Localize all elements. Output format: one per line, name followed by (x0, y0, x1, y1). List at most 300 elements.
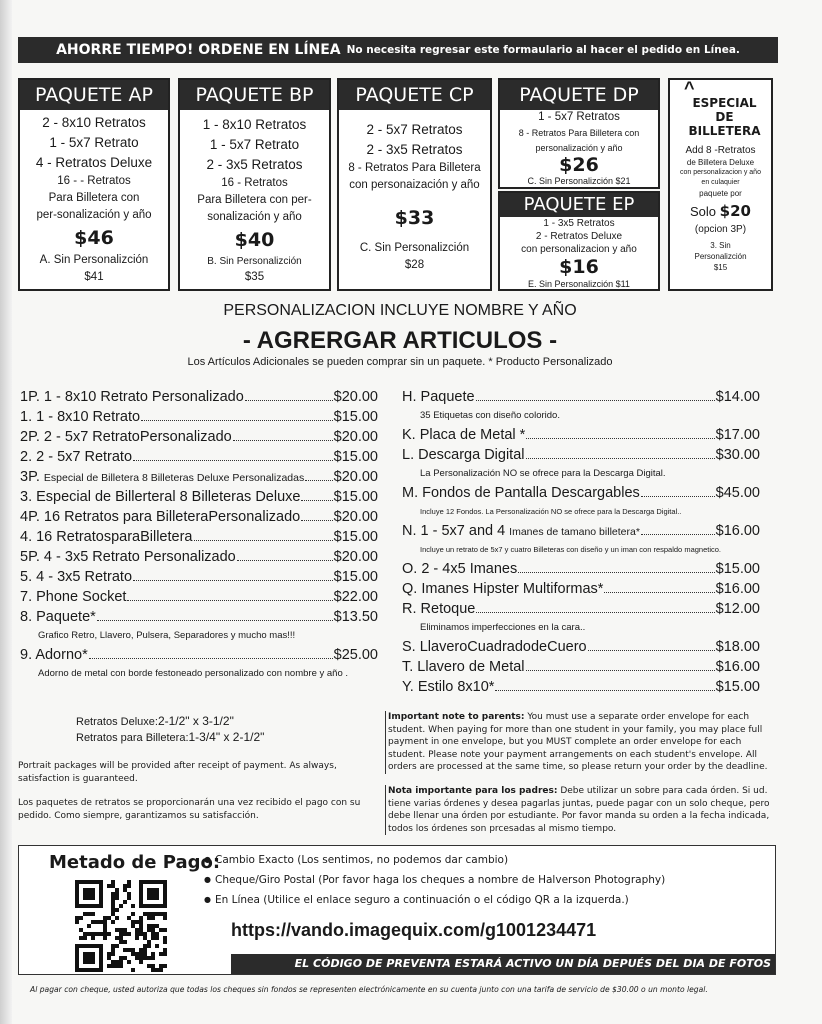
item-price: $15.00 (333, 529, 378, 545)
parents-note-en (385, 711, 780, 774)
banner-subtitle: No necesita regresar este formaulario al hacer el pedido en Línea. (346, 44, 740, 56)
item-note: La Personalización NO se ofrece para la Descarga Digital. (420, 468, 666, 479)
note-body: You must use a separate order envelope for each student. When paying for more than one student in your family, you may place full payment in one envelope, but you MUST complete an order envelope for each student. Please note your payment arrangements on each student's envelope. All orders are processed at the same time, so please return your order by the deadline. (388, 712, 768, 772)
qr-module (127, 892, 131, 896)
item-label: S. LlaveroCuadradodeCuero (402, 639, 587, 655)
qr-module (127, 932, 131, 936)
package-line: 2 - 3x5 Retratos (366, 142, 463, 157)
qr-module (123, 956, 127, 960)
qr-module (139, 928, 143, 932)
qr-module (147, 944, 151, 948)
package-alt-price: $41 (84, 271, 104, 283)
item-note: Adorno de metal con borde festoneado personalizado con nombre y año . (38, 668, 349, 679)
qr-module (83, 936, 87, 940)
package-line: paquete por (699, 189, 742, 198)
item-row (20, 447, 378, 467)
payment-method-check: ● Cheque/Giro Postal (Por favor haga los cheques a nombre de Halverson Photography) (204, 870, 665, 890)
package-line: 8 - Retratos Para Billetera con (518, 128, 640, 138)
item-price: $18.00 (715, 639, 760, 655)
package-alt-price: $28 (404, 259, 425, 271)
qr-module (79, 936, 83, 940)
qr-module (75, 916, 79, 920)
item-row (20, 527, 378, 547)
package-alt-label: A. Sin Personalizción (39, 254, 149, 266)
item-price: $16.00 (715, 659, 760, 675)
qr-module (139, 948, 143, 952)
package-price: $20 (719, 202, 751, 220)
item-note: Incluye 12 Fondos. La Personalización NO se ofrece para la Descarga Digital.. (420, 507, 682, 516)
item-price: $15.00 (715, 561, 760, 577)
section-title: - AGRERGAR ARTICULOS - (242, 327, 558, 354)
package-line: 8 - Retratos Para Billetera (348, 162, 481, 174)
dot-leader (301, 507, 332, 521)
payment-method-online: ● En Línea (Utilice el enlace seguro a continuación o el código QR a la izquerda.) (204, 890, 665, 910)
qr-module (119, 936, 123, 940)
dot-leader (194, 527, 333, 541)
qr-module (91, 920, 95, 924)
package-title: PAQUETE DP (500, 80, 658, 110)
presale-banner: EL CÓDIGO DE PREVENTA ESTARÁ ACTIVO UN DÍA DEPUÉS DEL DIA DE FOTOS (231, 954, 775, 974)
item-label: 9. Adorno* (20, 647, 88, 663)
qr-module (119, 956, 123, 960)
qr-module (135, 956, 139, 960)
item-label: 8. Paquete* (20, 609, 96, 625)
item-note: Eliminamos imperfecciones en la cara.. (420, 622, 586, 633)
item-price: $22.00 (333, 589, 378, 605)
qr-module (147, 912, 151, 916)
delivery-note-en: Portrait packages will be provided after receipt of payment. As always, satisfaction is guaranteed. (18, 761, 337, 784)
item-row (20, 407, 378, 427)
package-line: Para Billetera con per- (197, 194, 312, 206)
qr-finder (147, 888, 159, 900)
qr-module (163, 912, 167, 916)
item-row (402, 657, 760, 677)
personalization-note: PERSONALIZACION INCLUYE NOMBRE Y AÑO (223, 302, 577, 319)
item-row (20, 607, 378, 627)
package-title: PAQUETE AP (20, 80, 168, 110)
item-label: 3. Especial de Billerteral 8 Billeteras Deluxe (20, 489, 301, 505)
dot-leader (476, 387, 715, 401)
dot-leader (641, 521, 715, 535)
item-price: $15.00 (333, 569, 378, 585)
package-price: $33 (394, 207, 435, 229)
item-row (402, 387, 760, 407)
package-line: 2 - 5x7 Retratos (366, 122, 463, 137)
size-info (76, 714, 264, 746)
dot-leader (141, 407, 333, 421)
item-row (20, 387, 378, 407)
package-line: 16 - Retratos (221, 177, 288, 189)
qr-module (103, 932, 107, 936)
qr-module (119, 960, 123, 964)
qr-module (115, 960, 119, 964)
qr-module (159, 968, 163, 972)
package-line: con personaización y año (349, 179, 480, 191)
item-price: $30.00 (715, 447, 760, 463)
qr-module (95, 932, 99, 936)
package-cp (337, 78, 492, 291)
qr-module (131, 912, 135, 916)
package-line: 2 - 8x10 Retratos (42, 115, 146, 130)
qr-module (151, 968, 155, 972)
package-price: $40 (234, 229, 275, 251)
qr-module (123, 940, 127, 944)
item-label: 1P. 1 - 8x10 Retrato Personalizado (20, 389, 244, 405)
item-row (20, 587, 378, 607)
qr-module (107, 964, 111, 968)
package-line: sonalización y año (207, 211, 302, 223)
qr-module (151, 952, 155, 956)
package-line: con personalizacion y año (521, 244, 637, 255)
item-label: M. Fondos de Pantalla Descargables (402, 485, 640, 501)
item-price: $25.00 (333, 647, 378, 663)
note-body: Debe utilizar un sobre para cada órden. Si ud. tiene varias órdenes y desea pagarlas juntas, puede pagar con un solo cheque, pero debe llenar una órden por estudiante. Por favor manda su orden a la fecha indicada, todos los órdenes son prcesadas al mismo tiempo. (388, 786, 770, 834)
qr-module (99, 920, 103, 924)
item-label: T. Llavero de Metal (402, 659, 525, 675)
dot-leader (133, 567, 333, 581)
qr-module (163, 936, 167, 940)
qr-module (139, 932, 143, 936)
qr-module (151, 912, 155, 916)
item-label: N. 1 - 5x7 and 4 (402, 523, 506, 539)
qr-module (79, 928, 83, 932)
package-line: 1 - 5x7 Retrato (49, 135, 139, 150)
item-price: $45.00 (715, 485, 760, 501)
order-url-link[interactable]: https://vando.imagequix.com/g1001234471 (231, 920, 597, 940)
qr-module (139, 916, 143, 920)
item-label: 2. 2 - 5x7 Retrato (20, 449, 133, 465)
item-note: Grafico Retro, Llavero, Pulsera, Separadores y mucho mas!!! (38, 630, 296, 641)
qr-module (127, 880, 131, 884)
qr-module (143, 936, 147, 940)
qr-module (147, 928, 151, 932)
delivery-note-es: Los paquetes de retratos se proporcionarán una vez recibido el pago con su pedido. Como siempre, garantizamos su satisfacción. (18, 798, 361, 821)
qr-module (131, 924, 135, 928)
package-alt-label: 3. Sin (710, 241, 731, 250)
qr-module (107, 952, 111, 956)
qr-module (135, 932, 139, 936)
qr-module (159, 928, 163, 932)
qr-module (123, 884, 127, 888)
item-note: 35 Etiquetas con diseño colorido. (420, 410, 560, 421)
qr-module (135, 936, 139, 940)
qr-module (151, 932, 155, 936)
qr-module (107, 884, 111, 888)
package-title: PAQUETE EP (500, 193, 658, 217)
qr-module (111, 892, 115, 896)
qr-module (119, 928, 123, 932)
qr-module (115, 888, 119, 892)
qr-module (127, 948, 131, 952)
qr-module (131, 952, 135, 956)
qr-module (163, 964, 167, 968)
item-price: $17.00 (715, 427, 760, 443)
qr-module (87, 912, 91, 916)
item-price: $14.00 (715, 389, 760, 405)
wallet-size-value: 1-3/4" x 2-1/2" (188, 730, 265, 744)
package-line: 1 - 8x10 Retratos (202, 117, 307, 132)
qr-module (111, 948, 115, 952)
qr-module (139, 956, 143, 960)
package-alt-label: B. Sin Personalizción (207, 256, 302, 267)
item-note: Incluye un retrato de 5x7 y cuatro Billeteras con diseño y un iman con respaldo magnetico. (420, 545, 722, 554)
package-line: 1 - 3x5 Retratos (543, 218, 615, 229)
package-line: de Billetera Deluxe (686, 158, 755, 167)
especial-title: DE (715, 110, 734, 124)
qr-module (115, 908, 119, 912)
dot-leader (305, 467, 332, 481)
item-price: $15.00 (333, 409, 378, 425)
qr-module (131, 920, 135, 924)
item-row (402, 559, 760, 579)
wallet-size-label: Retratos para Billetera: (76, 732, 189, 744)
package-alt-price: $35 (244, 271, 265, 283)
banner-title: AHORRE TIEMPO! ORDENE EN LÍNEA (56, 42, 341, 58)
dot-leader (245, 387, 333, 401)
item-label: O. 2 - 4x5 Imanes (402, 561, 518, 577)
qr-module (143, 944, 147, 948)
qr-module (143, 948, 147, 952)
qr-module (115, 916, 119, 920)
dot-leader (301, 487, 332, 501)
qr-module (111, 900, 115, 904)
qr-module (123, 948, 127, 952)
dot-leader (588, 637, 715, 651)
qr-module (123, 900, 127, 904)
payment-method-box (18, 845, 776, 975)
items-list-right (402, 387, 760, 697)
qr-module (139, 960, 143, 964)
item-price: $20.00 (333, 509, 378, 525)
dot-leader (604, 579, 714, 593)
item-price: $16.00 (715, 523, 760, 539)
item-row (402, 579, 760, 599)
item-label: Y. Estilo 8x10* (402, 679, 495, 695)
qr-module (143, 932, 147, 936)
item-row (402, 483, 760, 503)
item-price: $20.00 (333, 549, 378, 565)
qr-module (139, 920, 143, 924)
item-row (20, 427, 378, 447)
package-line: personalización y año (535, 143, 623, 153)
especial-title: BILLETERA (688, 124, 761, 138)
qr-code-icon[interactable] (75, 880, 167, 972)
qr-module (135, 928, 139, 932)
dot-leader (495, 677, 714, 691)
package-line: con personalizacion y año (680, 169, 761, 176)
qr-module (127, 916, 131, 920)
qr-module (123, 928, 127, 932)
qr-module (143, 956, 147, 960)
qr-module (111, 880, 115, 884)
qr-module (103, 936, 107, 940)
package-alt-price: $15 (713, 263, 728, 272)
solo-label: Solo (690, 204, 717, 219)
qr-module (155, 932, 159, 936)
package-line: Add 8 -Retratos (685, 145, 756, 156)
item-price: $13.50 (333, 609, 378, 625)
qr-module (111, 952, 115, 956)
dot-leader (127, 587, 332, 601)
qr-module (103, 928, 107, 932)
qr-module (127, 896, 131, 900)
package-line: Para Billetera con (48, 192, 140, 204)
qr-module (115, 928, 119, 932)
qr-module (75, 920, 79, 924)
package-line: 1 - 5x7 Retratos (538, 111, 620, 123)
dot-leader (526, 657, 715, 671)
qr-module (151, 916, 155, 920)
qr-module (139, 952, 143, 956)
qr-module (123, 888, 127, 892)
package-line: en culaquier (701, 179, 740, 186)
item-price: $15.00 (333, 489, 378, 505)
note-heading: Nota importante para los padres: (388, 786, 558, 796)
qr-module (103, 920, 107, 924)
package-ep (498, 191, 660, 291)
qr-module (91, 932, 95, 936)
item-price: $15.00 (333, 449, 378, 465)
qr-module (103, 924, 107, 928)
qr-module (95, 920, 99, 924)
package-price: $16 (559, 256, 599, 278)
package-especial-billetera (668, 78, 773, 291)
item-label-detail: Especial de Billetera 8 Billeteras Deluxe Personalizadas (43, 472, 305, 484)
dot-leader (133, 447, 333, 461)
item-row (20, 467, 378, 487)
qr-finder (83, 888, 95, 900)
qr-module (155, 968, 159, 972)
caret-up-icon: ^ (684, 78, 695, 98)
dot-leader (97, 607, 333, 621)
item-label: Q. Imanes Hipster Multiformas* (402, 581, 604, 597)
item-label: K. Placa de Metal * (402, 427, 526, 443)
qr-module (139, 924, 143, 928)
package-price: $26 (559, 154, 599, 176)
item-row (20, 547, 378, 567)
item-price: $20.00 (333, 389, 378, 405)
item-price: $12.00 (715, 601, 760, 617)
item-price: $20.00 (333, 429, 378, 445)
qr-module (147, 916, 151, 920)
qr-module (155, 924, 159, 928)
qr-module (111, 944, 115, 948)
dot-leader (526, 425, 714, 439)
qr-module (163, 916, 167, 920)
qr-module (115, 964, 119, 968)
package-title: PAQUETE CP (339, 80, 490, 110)
item-price: $16.00 (715, 581, 760, 597)
qr-module (103, 916, 107, 920)
qr-module (127, 960, 131, 964)
item-label: H. Paquete (402, 389, 475, 405)
qr-module (111, 896, 115, 900)
item-label: 7. Phone Socket (20, 589, 127, 605)
item-row (20, 567, 378, 587)
check-disclaimer: Al pagar con cheque, usted autoriza que todas los cheques sin fondos se representen electrónicamente en su cuenta junto con una tarifa de servicio de $30.00 o un monto legal. (30, 985, 708, 994)
qr-module (147, 956, 151, 960)
qr-module (127, 884, 131, 888)
item-price: $15.00 (715, 679, 760, 695)
qr-module (147, 964, 151, 968)
qr-module (91, 912, 95, 916)
qr-module (115, 892, 119, 896)
package-line: per-sonalización y año (36, 209, 152, 221)
item-label: 5. 4 - 3x5 Retrato (20, 569, 133, 585)
item-row (20, 507, 378, 527)
qr-module (119, 940, 123, 944)
qr-module (119, 964, 123, 968)
order-online-banner (18, 37, 778, 63)
qr-module (131, 968, 135, 972)
item-row (20, 645, 378, 665)
package-line: 2 - 3x5 Retratos (206, 157, 303, 172)
item-label: 4. 16 RetratosparaBilletera (20, 529, 193, 545)
item-row (402, 677, 760, 697)
package-line: 4 - Retratos Deluxe (35, 155, 153, 170)
package-alt-label: C. Sin Personalizción $21 (527, 176, 631, 186)
qr-module (159, 964, 163, 968)
payment-methods (204, 850, 665, 910)
qr-module (115, 944, 119, 948)
qr-module (151, 964, 155, 968)
payment-method-cash: ● Cambio Exacto (Los sentimos, no podemos dar cambio) (204, 850, 665, 870)
package-line: 2 - Retratos Deluxe (535, 231, 623, 242)
qr-module (151, 928, 155, 932)
item-row (402, 521, 760, 541)
item-row (402, 425, 760, 445)
package-title: PAQUETE BP (180, 80, 329, 110)
item-row (402, 637, 760, 657)
qr-module (151, 936, 155, 940)
item-row (20, 487, 378, 507)
qr-module (87, 932, 91, 936)
items-list-left (20, 387, 378, 683)
dot-leader (89, 645, 333, 659)
qr-module (111, 904, 115, 908)
qr-module (111, 964, 115, 968)
item-label: L. Descarga Digital (402, 447, 525, 463)
qr-module (111, 912, 115, 916)
qr-module (135, 952, 139, 956)
qr-module (83, 932, 87, 936)
qr-module (107, 916, 111, 920)
qr-module (131, 948, 135, 952)
item-label: 3P. (20, 469, 40, 485)
deluxe-size-value: 2-1/2" x 3-1/2" (157, 714, 234, 728)
deluxe-size-label: Retratos Deluxe: (76, 716, 158, 728)
qr-module (159, 952, 163, 956)
dot-leader (518, 559, 714, 573)
qr-module (79, 916, 83, 920)
qr-module (163, 928, 167, 932)
item-label: 2P. 2 - 5x7 RetratoPersonalizado (20, 429, 232, 445)
item-label: 4P. 16 Retratos para BilleteraPersonalizado (20, 509, 301, 525)
qr-module (163, 952, 167, 956)
note-heading: Important note to parents: (388, 712, 525, 722)
qr-module (111, 920, 115, 924)
especial-option: (opcion 3P) (694, 224, 747, 235)
especial-price-line (670, 200, 771, 223)
qr-module (147, 940, 151, 944)
item-label: R. Retoque (402, 601, 476, 617)
qr-finder (83, 952, 95, 964)
qr-module (135, 920, 139, 924)
dot-leader (233, 427, 333, 441)
item-row (402, 599, 760, 619)
scan-edge (0, 0, 12, 1024)
qr-module (151, 956, 155, 960)
